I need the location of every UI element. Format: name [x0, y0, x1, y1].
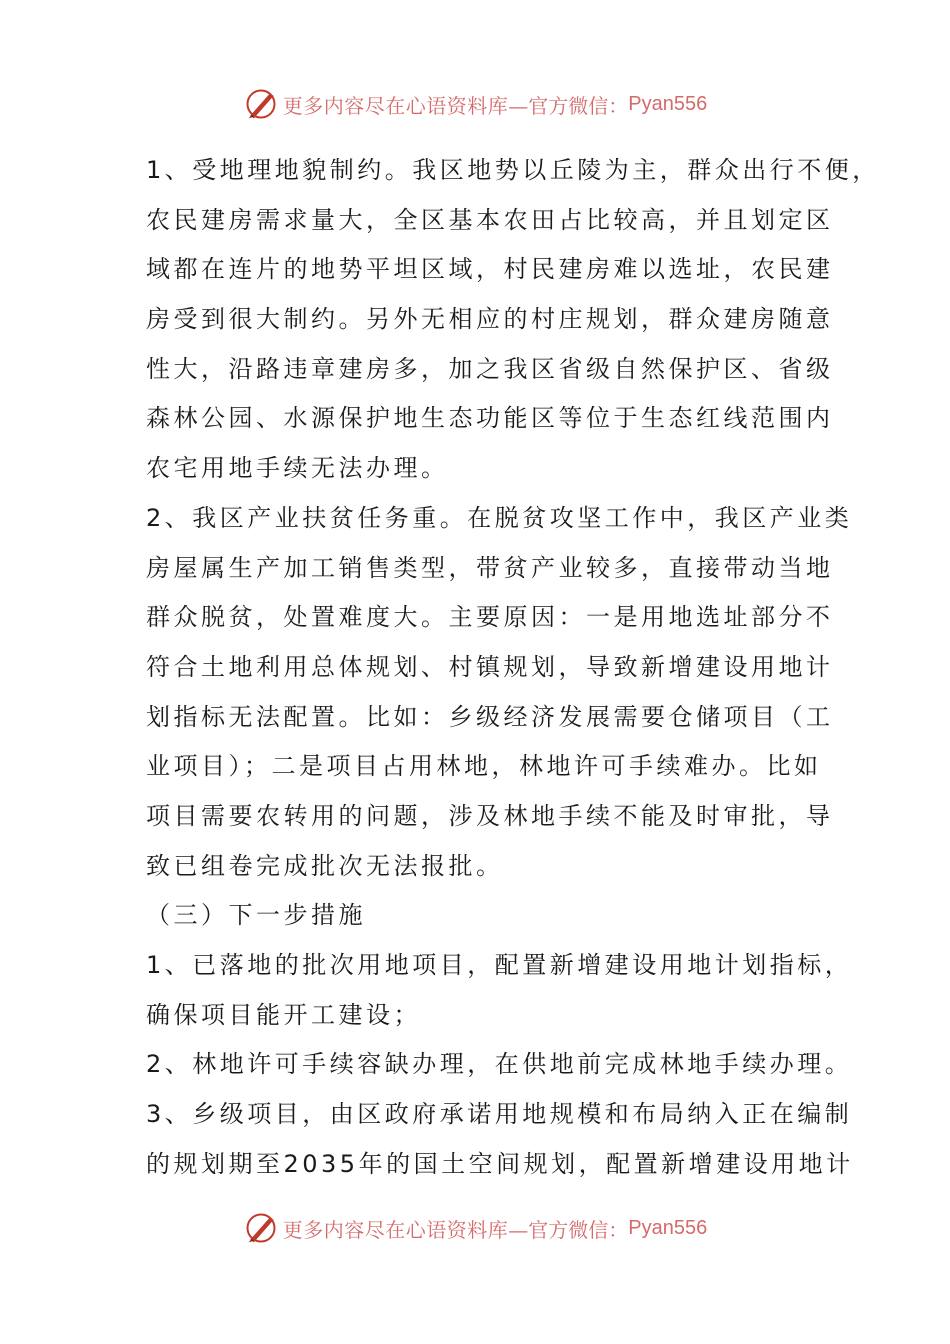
text-line: 3、乡级项目，由区政府承诺用地规模和布局纳入正在编制	[146, 1100, 853, 1129]
text-line: 性大，沿路违章建房多，加之我区省级自然保护区、省级	[146, 354, 834, 383]
watermark-separator: —官方微信：	[508, 93, 629, 118]
text-line: 域都在连片的地势平坦区域，村民建房难以选址，农民建	[146, 255, 834, 284]
pen-logo-icon	[243, 1210, 279, 1246]
document-body	[146, 146, 880, 1189]
watermark-id: Pyan556	[628, 92, 708, 115]
watermark-banner-top	[0, 84, 950, 124]
text-line: 农宅用地手续无法办理。	[146, 454, 449, 483]
text-line: 划指标无法配置。比如：乡级经济发展需要仓储项目（工	[146, 702, 834, 731]
watermark-text: 更多内容尽在心语资料库	[282, 1217, 509, 1242]
section-heading: （三）下一步措施	[146, 901, 366, 930]
watermark-banner-bottom	[0, 1208, 950, 1248]
text-line: 森林公园、水源保护地生态功能区等位于生态红线范围内	[146, 404, 834, 433]
text-line: 业项目）；二是项目占用林地，林地许可手续难办。比如	[146, 752, 822, 781]
text-line: 项目需要农转用的问题，涉及林地手续不能及时审批，导	[146, 801, 834, 830]
text-line: 群众脱贫，处置难度大。主要原因：一是用地选址部分不	[146, 603, 834, 632]
text-line: 1、已落地的批次用地项目，配置新增建设用地计划指标，	[146, 951, 853, 979]
text-line: 2、我区产业扶贫任务重。在脱贫攻坚工作中，我区产业类	[146, 503, 853, 532]
text-line: 2、林地许可手续容缺办理，在供地前完成林地手续办理。	[146, 1050, 853, 1079]
text-line: 房屋属生产加工销售类型，带贫产业较多，直接带动当地	[146, 553, 834, 582]
text-line: 1、受地理地貌制约。我区地势以丘陵为主，群众出行不便，	[146, 156, 880, 184]
watermark-text: 更多内容尽在心语资料库	[282, 93, 509, 118]
text-line: 房受到很大制约。另外无相应的村庄规划，群众建房随意	[146, 305, 834, 334]
watermark-separator: —官方微信：	[508, 1217, 629, 1242]
pen-logo-icon	[243, 86, 279, 122]
text-line: 的规划期至2035年的国土空间规划，配置新增建设用地计	[146, 1149, 854, 1178]
text-line: 确保项目能开工建设；	[146, 1000, 421, 1029]
watermark-id: Pyan556	[628, 1216, 708, 1239]
text-line: 致已组卷完成批次无法报批。	[146, 851, 504, 880]
text-line: 农民建房需求量大，全区基本农田占比较高，并且划定区	[146, 205, 834, 234]
text-line: 符合土地利用总体规划、村镇规划，导致新增建设用地计	[146, 652, 834, 681]
